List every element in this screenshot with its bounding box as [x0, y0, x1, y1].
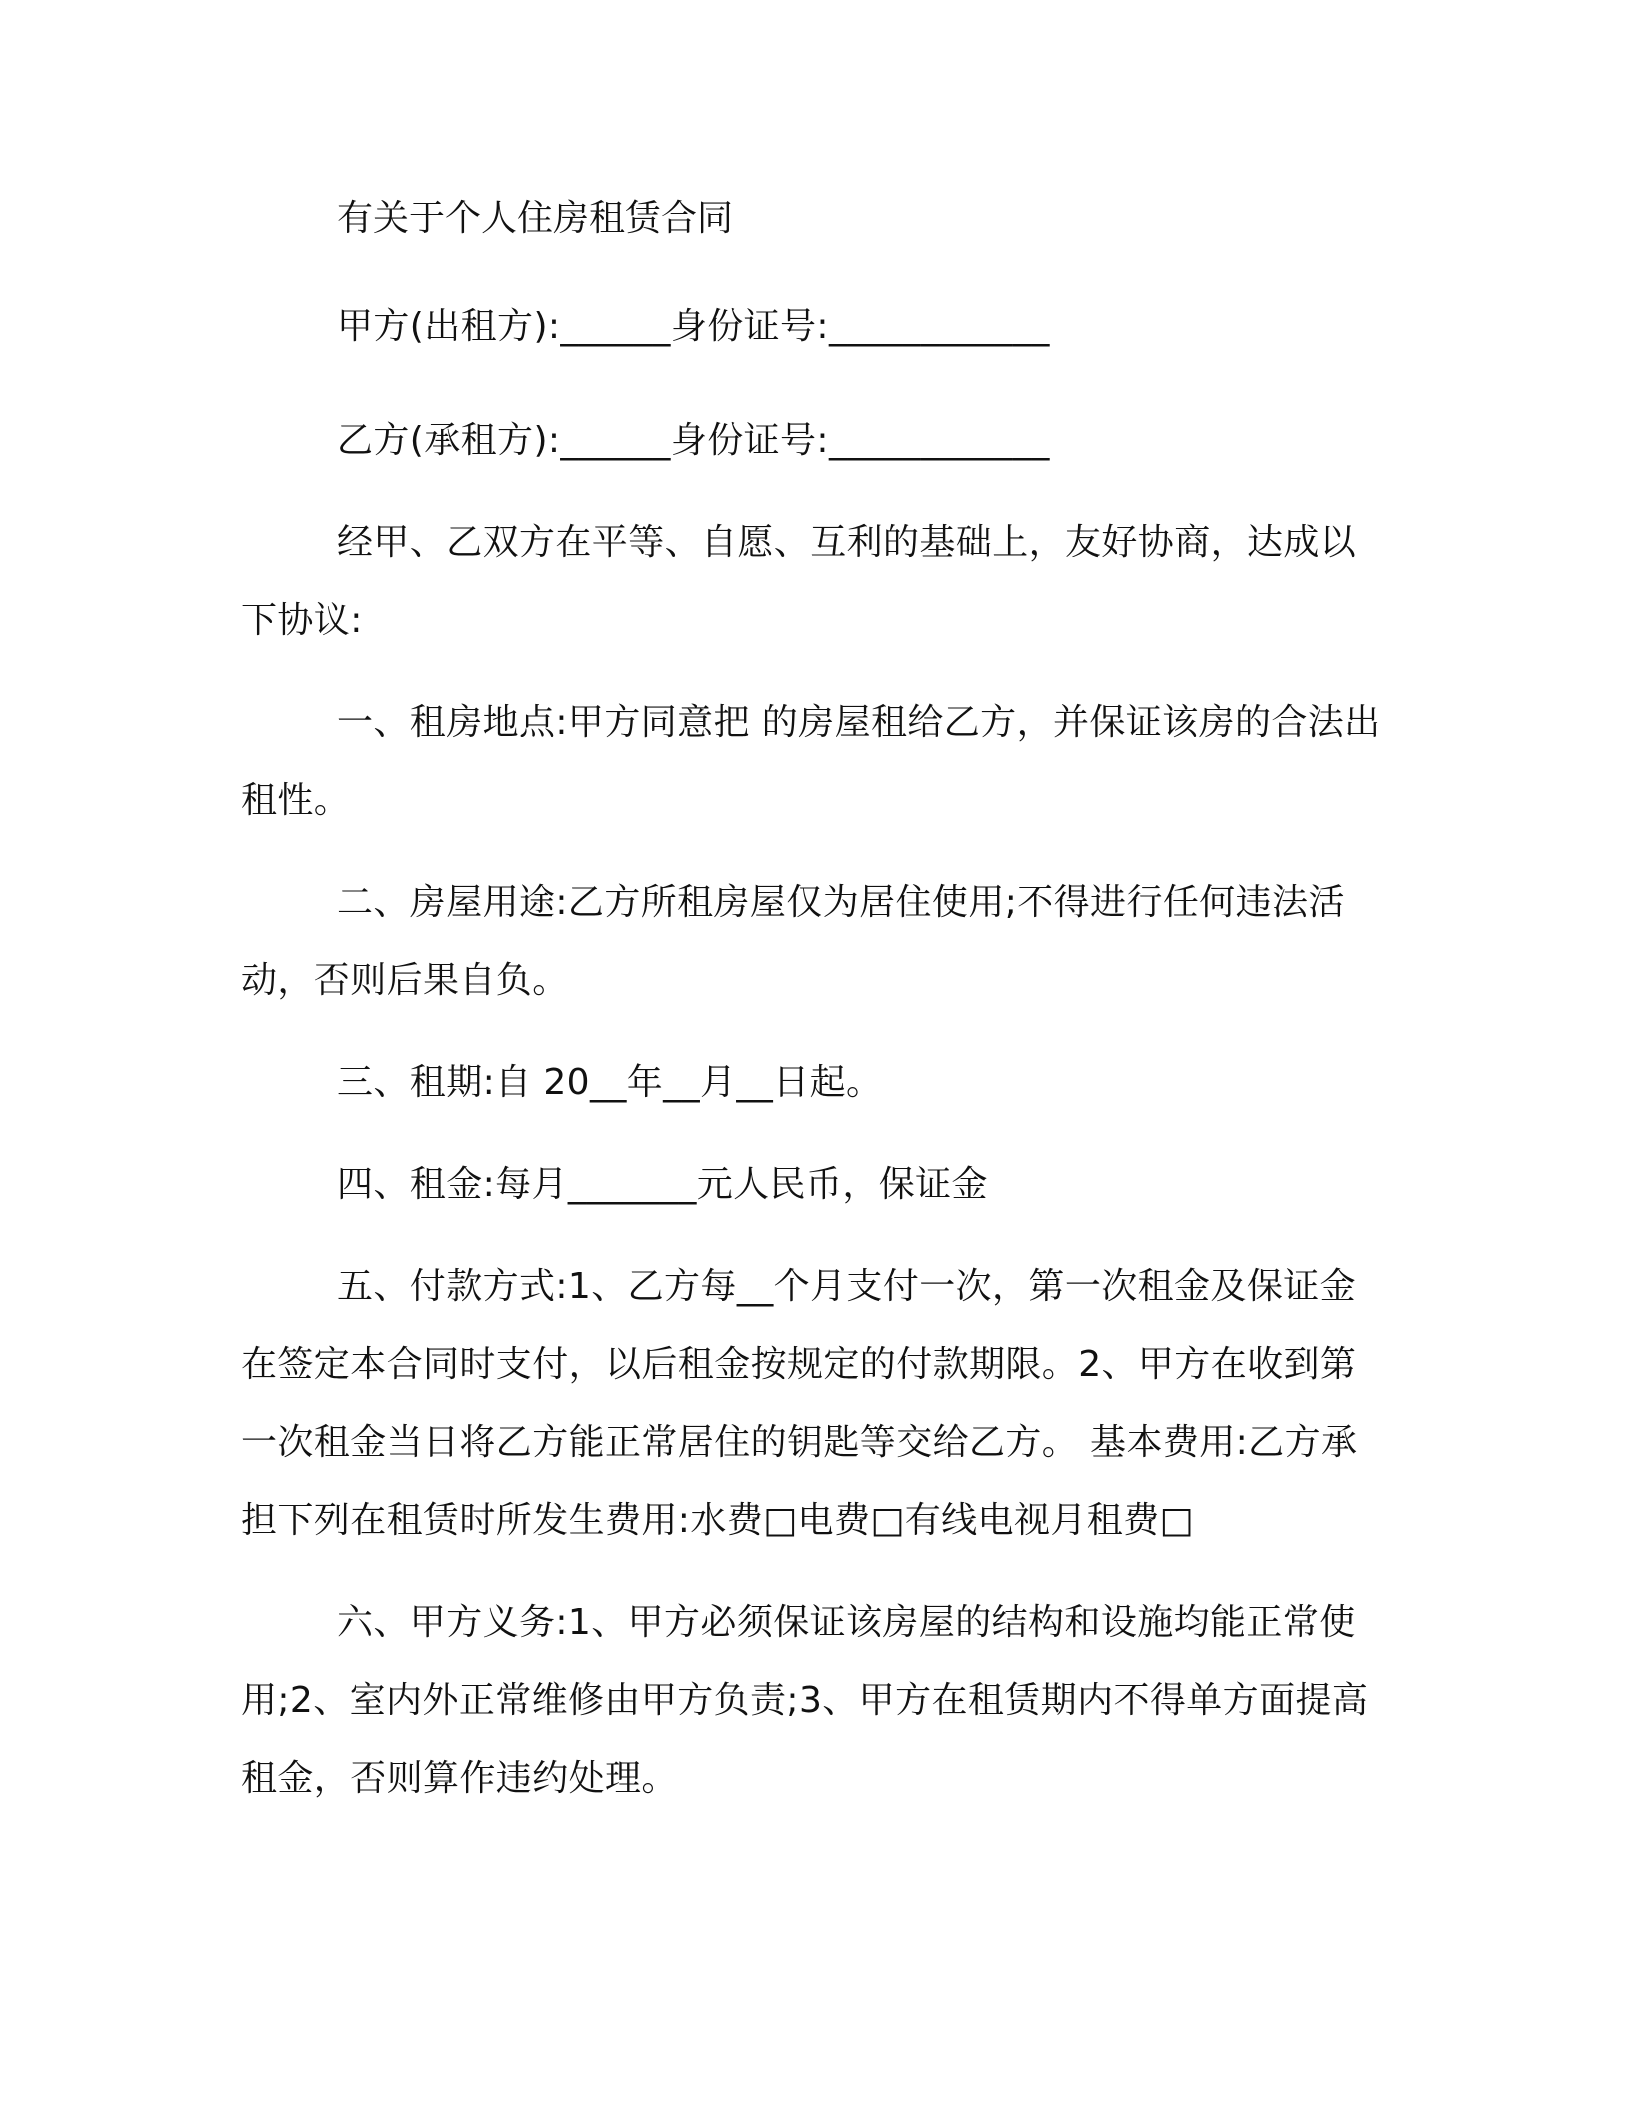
- party-b-line: 乙方(承租方):______身份证号:____________: [337, 420, 1050, 461]
- party-a-line: 甲方(出租方):______身份证号:____________: [337, 306, 1050, 347]
- document-title: 有关于个人住房租赁合同: [337, 198, 734, 239]
- clause-2-purpose: 二、房屋用途:乙方所租房屋仅为居住使用;不得进行任何违法活动，否则后果自负。: [241, 882, 1345, 1001]
- clause-4-rent: 四、租金:每月_______元人民币，保证金: [337, 1164, 988, 1205]
- clause-6-landlord-obligations: 六、甲方义务:1、甲方必须保证该房屋的结构和设施均能正常使用;2、室内外正常维修由甲方负责;3、甲方在租赁期内不得单方面提高租金，否则算作违约处理。: [241, 1602, 1369, 1799]
- clause-5-payment: 五、付款方式:1、乙方每__个月支付一次，第一次租金及保证金在签定本合同时支付，以后租金按规定的付款期限。2、甲方在收到第一次租金当日将乙方能正常居住的钥匙等交给乙方。 基本费用:乙方承担下列在租赁时所发生费用:水费□电费□有线电视月租费□: [241, 1266, 1358, 1541]
- document-body: [241, 186, 1389, 1818]
- intro-paragraph: 经甲、乙双方在平等、自愿、互利的基础上，友好协商，达成以下协议:: [241, 522, 1357, 641]
- clause-3-term: 三、租期:自 20__年__月__日起。: [337, 1062, 883, 1103]
- clause-1-location: 一、租房地点:甲方同意把 的房屋租给乙方，并保证该房的合法出租性。: [241, 702, 1381, 821]
